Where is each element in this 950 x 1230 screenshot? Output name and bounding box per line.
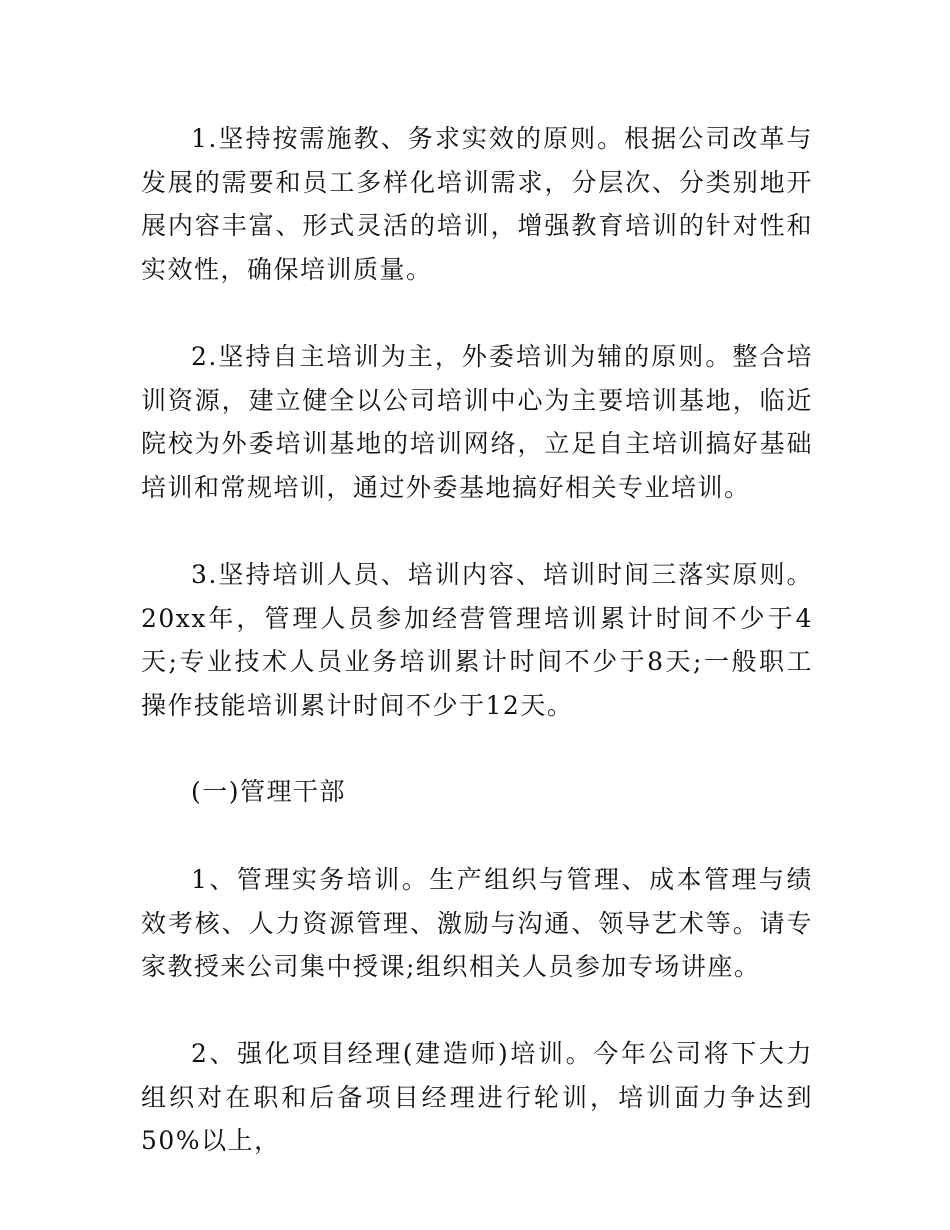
section-heading: (一)管理干部 bbox=[191, 777, 347, 806]
training-paragraph-2: 2、强化项目经理(建造师)培训。今年公司将下大力组织对在职和后备项目经理进行轮训，培训面力争达到50%以上， bbox=[141, 1039, 813, 1155]
principle-paragraph-2: 2.坚持自主培训为主，外委培训为辅的原则。整合培训资源，建立健全以公司培训中心为主要培训基地，临近院校为外委培训基地的培训网络，立足自主培训搞好基础培训和常规培训，通过外委基地搞好相关专业培训。 bbox=[141, 342, 813, 502]
principle-paragraph-3: 3.坚持培训人员、培训内容、培训时间三落实原则。20xx年，管理人员参加经营管理培训累计时间不少于4天;专业技术人员业务培训累计时间不少于8天;一般职工操作技能培训累计时间不少于12天。 bbox=[141, 560, 813, 720]
training-paragraph-1: 1、管理实务培训。生产组织与管理、成本管理与绩效考核、人力资源管理、激励与沟通、领导艺术等。请专家教授来公司集中授课;组织相关人员参加专场讲座。 bbox=[141, 865, 813, 981]
principle-paragraph-1: 1.坚持按需施教、务求实效的原则。根据公司改革与发展的需要和员工多样化培训需求，分层次、分类别地开展内容丰富、形式灵活的培训，增强教育培训的针对性和实效性，确保培训质量。 bbox=[141, 124, 813, 284]
